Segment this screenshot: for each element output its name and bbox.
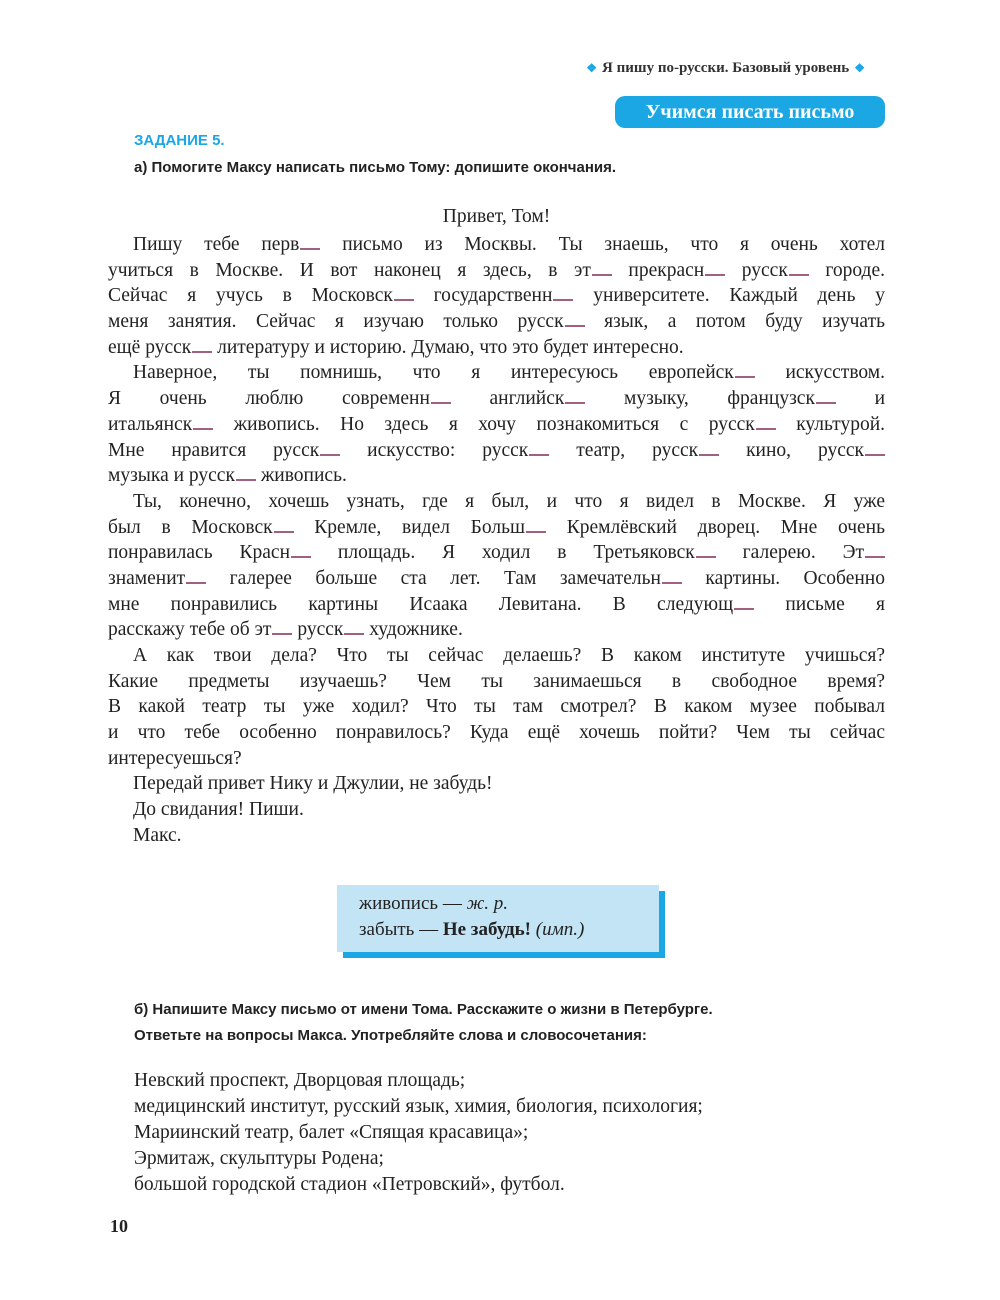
ending-blank[interactable] — [529, 440, 549, 456]
note-line-2 — [359, 919, 584, 941]
running-head — [560, 60, 870, 77]
ending-blank[interactable] — [431, 388, 451, 404]
ending-blank[interactable] — [816, 388, 836, 404]
word-list-item: большой городской стадион «Петровский», футбол. — [134, 1173, 565, 1195]
ending-blank[interactable] — [865, 440, 885, 456]
word-list-item: Невский проспект, Дворцовая площадь; — [134, 1070, 466, 1091]
word-list — [134, 1068, 703, 1198]
letter-line: меня занятия. Сейчас я изучаю только русск язык, а потом буду изучать — [108, 311, 885, 333]
instruction-b-line: б) Напишите Максу письмо от имени Тома. Расскажите о жизни в Петербурге. — [134, 1001, 713, 1018]
ending-blank[interactable] — [394, 285, 414, 301]
diamond-icon: ❖ — [586, 61, 598, 75]
note-word: живопись — — [359, 893, 462, 914]
ending-blank[interactable] — [526, 517, 546, 533]
word-list-item: Мариинский театр, балет «Спящая красавица»; — [134, 1121, 529, 1143]
ending-blank[interactable] — [756, 414, 776, 430]
letter-line: Наверное, ты помнишь, что я интересуюсь европейск искусством. — [133, 362, 885, 384]
letter-line: Мне нравится русск искусство: русск театр, русск кино, русск — [108, 438, 885, 464]
instruction-a: а) Помогите Максу написать письмо Тому: допишите окончания. — [134, 159, 617, 176]
note-grammar: (имп.) — [535, 919, 585, 940]
ending-blank[interactable] — [565, 388, 585, 404]
grammar-note-box — [337, 885, 659, 952]
ending-blank[interactable] — [193, 414, 213, 430]
ending-blank[interactable] — [735, 362, 755, 378]
letter-line: итальянск живопись. Но здесь я хочу познакомиться с русск культурой. — [108, 413, 885, 435]
ending-blank[interactable] — [186, 568, 206, 584]
ending-blank[interactable] — [236, 465, 256, 481]
letter-line: Макс. — [133, 824, 182, 846]
ending-blank[interactable] — [192, 337, 212, 353]
note-line-1 — [359, 893, 508, 915]
note-bold: Не забудь! — [442, 919, 532, 940]
ending-blank[interactable] — [705, 260, 725, 276]
letter-line: понравилась Красн площадь. Я ходил в Третьяковск галерею. Эт — [108, 540, 885, 566]
ending-blank[interactable] — [662, 568, 682, 584]
running-head-text: Я пишу по-русски. Базовый уровень — [602, 60, 850, 76]
note-word: забыть — — [359, 919, 439, 940]
letter-body — [108, 232, 885, 849]
word-list-item: Эрмитаж, скульптуры Родена; — [134, 1147, 384, 1169]
ending-blank[interactable] — [291, 542, 311, 558]
instruction-b-line: Ответьте на вопросы Макса. Употребляйте слова и словосочетания: — [134, 1027, 647, 1044]
letter-line: учиться в Москве. И вот наконец я здесь, в эт прекрасн русск городе. — [108, 259, 886, 281]
ending-blank[interactable] — [865, 542, 885, 558]
ending-blank[interactable] — [300, 234, 320, 250]
letter-line: В какой театр ты уже ходил? Что ты там смотрел? В каком музее побывал — [108, 696, 885, 718]
letter-line: был в Московск Кремле, видел Больш Кремлёвский дворец. Мне очень — [108, 516, 885, 538]
letter-line: Сейчас я учусь в Московск государственн университете. Каждый день у — [108, 285, 885, 307]
letter-line: ещё русск литературу и историю. Думаю, что это будет интересно. — [108, 336, 684, 358]
letter-line: Какие предметы изучаешь? Чем ты занимаешься в свободное время? — [108, 670, 885, 692]
ending-blank[interactable] — [320, 440, 340, 456]
ending-blank[interactable] — [565, 311, 585, 327]
ending-blank[interactable] — [789, 260, 809, 276]
ending-blank[interactable] — [272, 619, 292, 635]
letter-line: интересуешься? — [108, 747, 242, 769]
ending-blank[interactable] — [344, 619, 364, 635]
letter-greeting: Привет, Том! — [442, 206, 551, 227]
word-list-item: медицинский институт, русский язык, химия, биология, психология; — [134, 1095, 703, 1117]
page-number: 10 — [110, 1216, 128, 1236]
instruction-b — [134, 997, 713, 1049]
letter-line: знаменит галерее больше ста лет. Там замечательн картины. Особенно — [108, 567, 885, 589]
letter-line: Пишу тебе перв письмо из Москвы. Ты знаешь, что я очень хотел — [133, 234, 886, 255]
ending-blank[interactable] — [734, 594, 754, 610]
task-title: ЗАДАНИЕ 5. — [134, 132, 225, 149]
ending-blank[interactable] — [274, 517, 294, 533]
note-grammar: ж. р. — [466, 893, 509, 914]
ending-blank[interactable] — [696, 542, 716, 558]
ending-blank[interactable] — [592, 260, 612, 276]
letter-line: Я очень люблю современн английск музыку, французск и — [108, 388, 885, 410]
letter-line: До свидания! Пиши. — [133, 799, 304, 821]
section-title-badge: Учимся писать письмо — [615, 96, 885, 128]
letter-line: музыка и русск живопись. — [108, 465, 347, 487]
diamond-icon: ❖ — [854, 61, 865, 75]
letter-line: мне понравились картины Исаака Левитана. В следующ письме я — [108, 593, 885, 615]
letter-line: А как твои дела? Что ты сейчас делаешь? В каком институте учишься? — [133, 645, 885, 666]
ending-blank[interactable] — [699, 440, 719, 456]
ending-blank[interactable] — [553, 285, 573, 301]
letter-line: и что тебе особенно понравилось? Куда ещё хочешь пойти? Чем ты сейчас — [108, 722, 885, 744]
letter-line: Передай привет Нику и Джулии, не забудь! — [133, 773, 493, 795]
letter-line: Ты, конечно, хочешь узнать, где я был, и что я видел в Москве. Я уже — [133, 490, 885, 512]
letter-line: расскажу тебе об эт русск художнике. — [108, 619, 463, 641]
